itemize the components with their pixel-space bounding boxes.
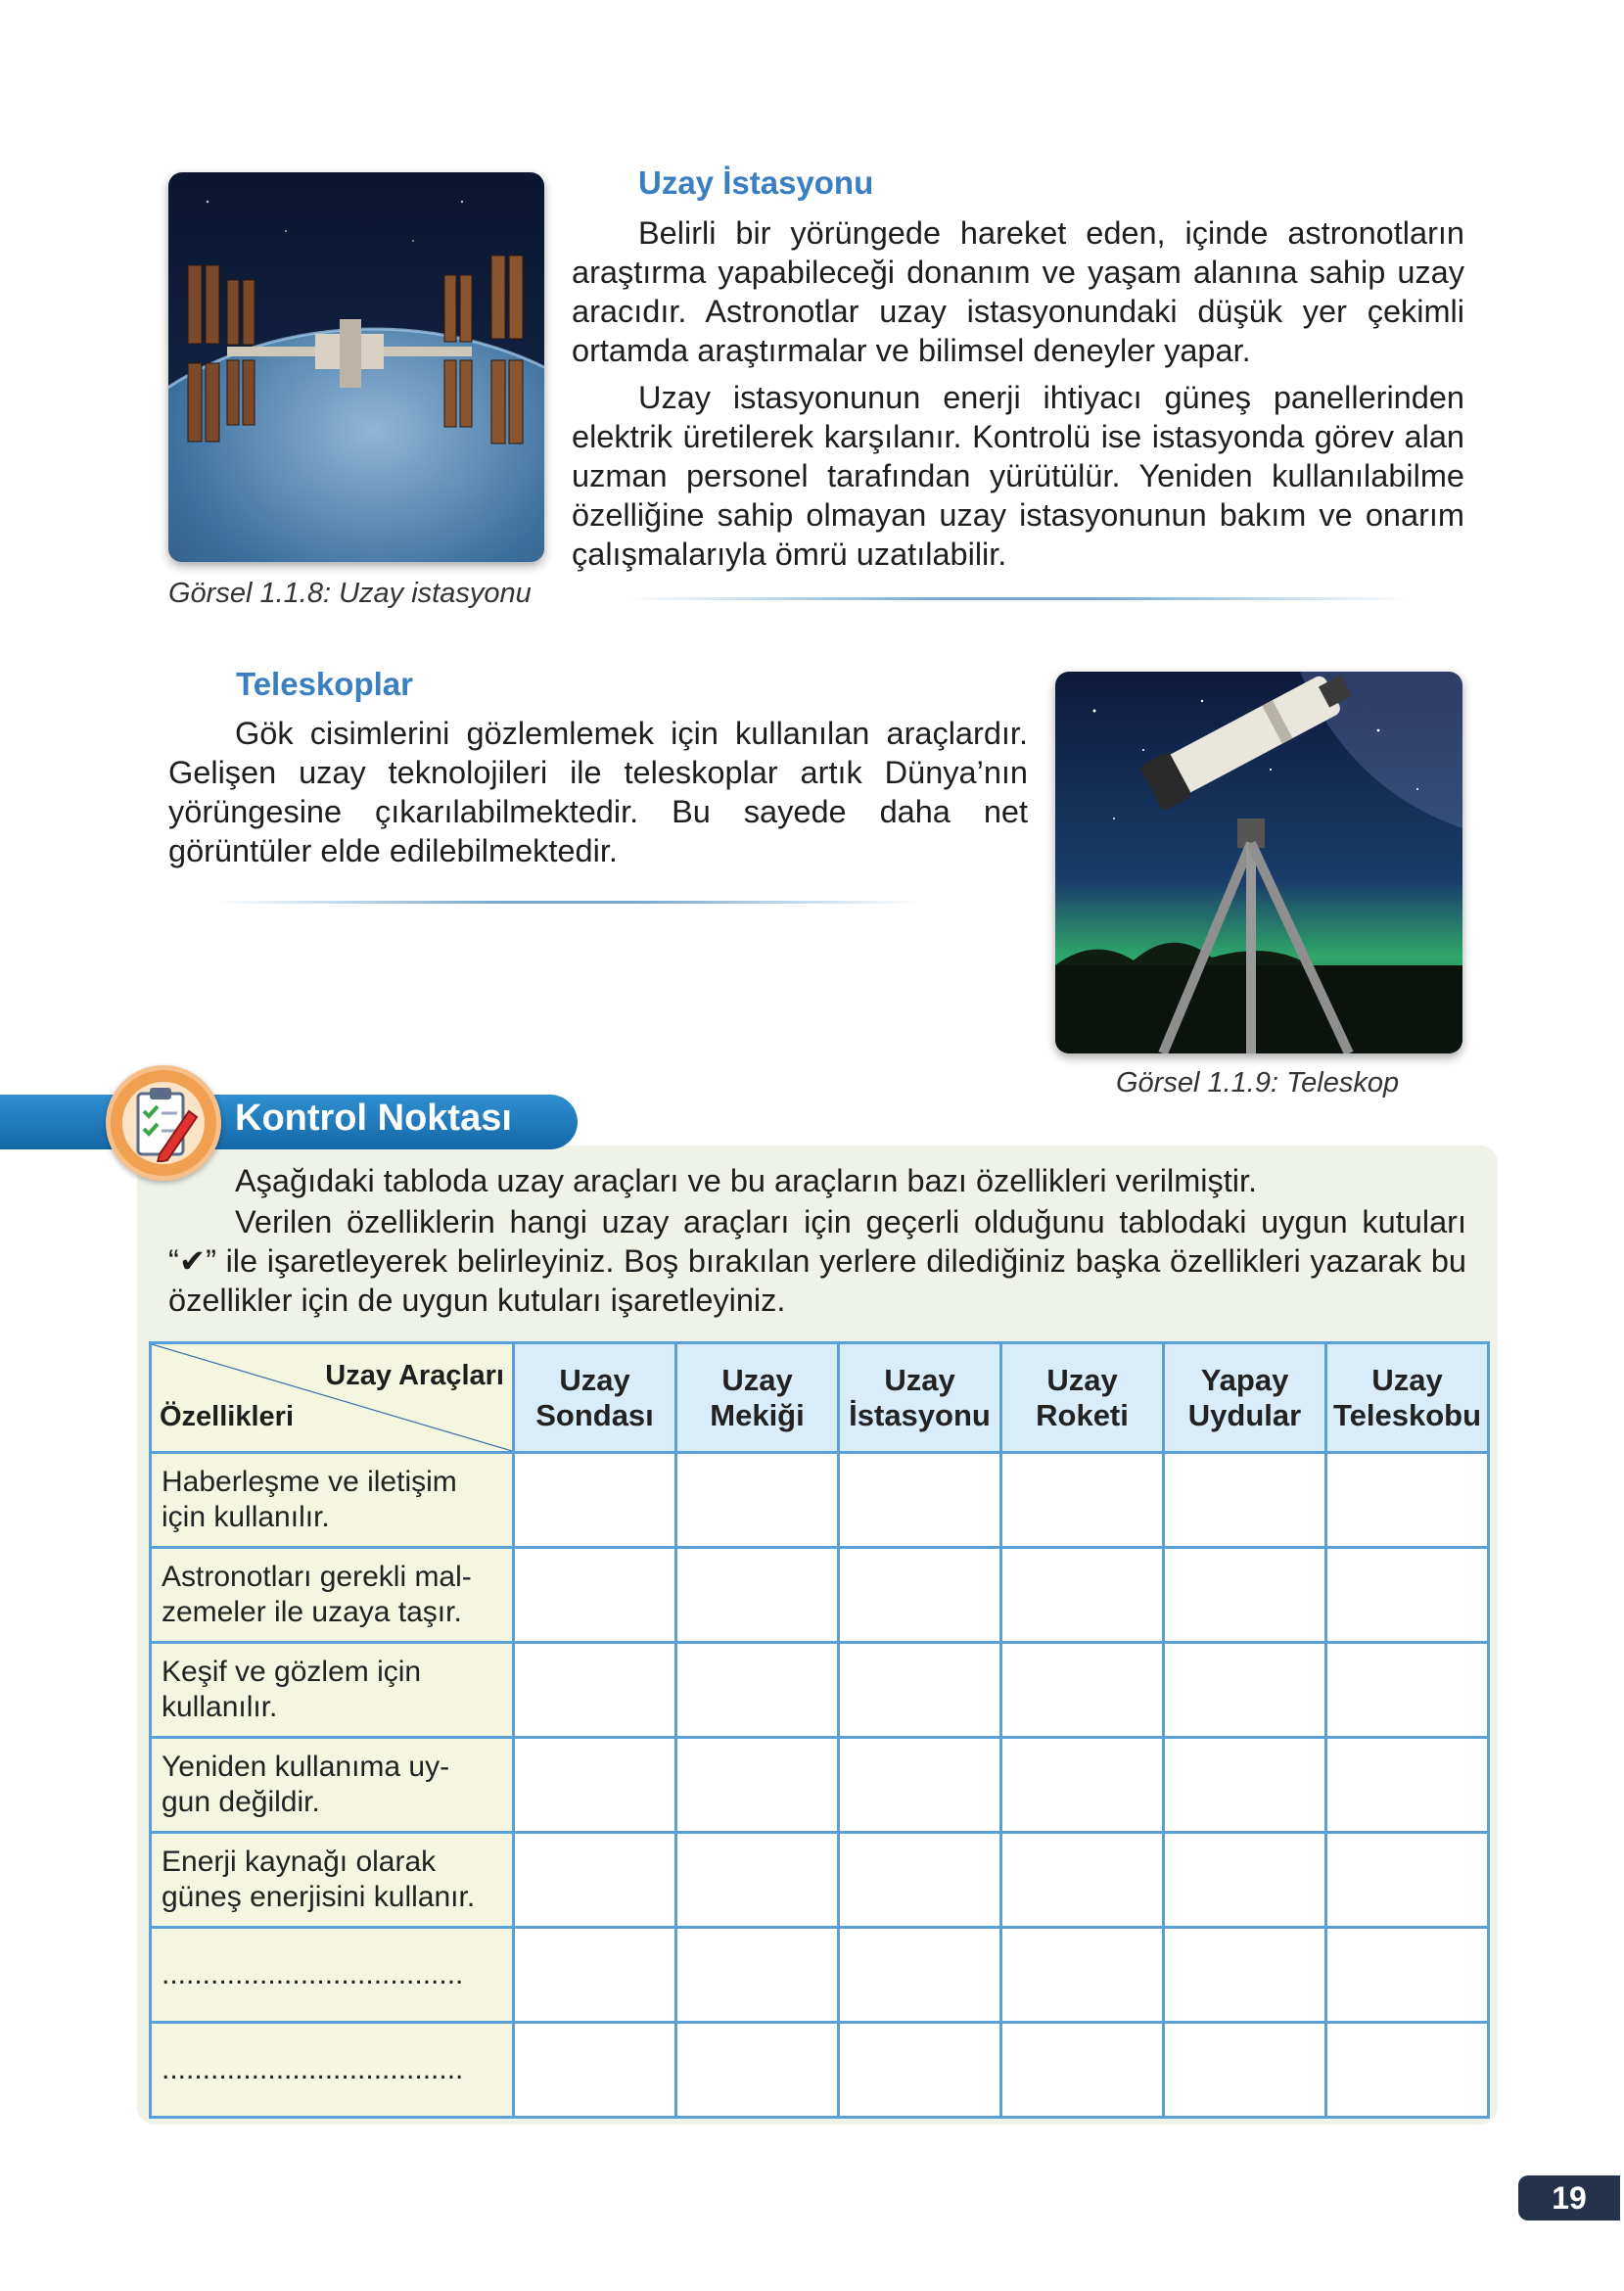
check-cell[interactable] [1001,1643,1164,1738]
check-cell[interactable] [1164,1833,1326,1928]
row-label[interactable] [151,2023,514,2118]
table-row [151,1738,1489,1833]
check-cell[interactable] [1164,1738,1326,1833]
check-cell[interactable] [1326,1833,1489,1928]
station-heading: Uzay İstasyonu [638,164,874,201]
table-row [151,2023,1489,2118]
column-header [1001,1343,1164,1453]
check-cell[interactable] [676,1643,839,1738]
telescope-caption: Görsel 1.1.9: Teleskop [1116,1067,1400,1099]
check-cell[interactable] [1001,1548,1164,1643]
row-label [151,1738,514,1833]
station-caption: Görsel 1.1.8: Uzay istasyonu [168,578,532,609]
row-label-line: Keşif ve gözlem için [162,1656,422,1688]
kontrol-intro-1: Aşağıdaki tabloda uzay araçları ve bu araçların bazı özellikleri verilmiştir. [235,1163,1258,1198]
telescope-text [168,714,1028,870]
row-label [151,1833,514,1928]
row-label-line: Haberleşme ve iletişim [162,1466,457,1498]
check-cell[interactable] [839,1738,1001,1833]
check-cell[interactable] [1326,2023,1489,2118]
column-header [514,1343,676,1453]
check-cell[interactable] [514,1643,676,1738]
column-header-line: Uzay [721,1362,793,1397]
column-header-line: Uzay [1371,1362,1443,1397]
check-cell[interactable] [676,1833,839,1928]
column-header-line: Mekiği [710,1397,805,1432]
check-cell[interactable] [1164,2023,1326,2118]
row-label-line: ..................................... [162,2053,464,2085]
telescope-paragraph: Gök cisimlerini gözlemlemek için kullanılan araçlardır. Gelişen uzay teknolojileri ile teleskoplar artık Dünya’nın yörüngesine çıkarılabilmektedir. Bu sayede daha net görüntüler elde edilebilmektedir. [168,716,1028,868]
check-cell[interactable] [1164,1548,1326,1643]
kontrol-title: Kontrol Noktası [235,1098,512,1139]
check-cell[interactable] [1001,2023,1164,2118]
telescope-heading: Teleskoplar [236,666,413,702]
check-cell[interactable] [839,1643,1001,1738]
check-cell[interactable] [514,2023,676,2118]
column-header [1326,1343,1489,1453]
checklist-icon [130,1084,199,1162]
check-cell[interactable] [514,1453,676,1548]
telescope-photo [1055,672,1462,1053]
column-header-line: Uzay [559,1362,630,1397]
check-cell[interactable] [1001,1928,1164,2023]
row-label [151,1548,514,1643]
column-header-line: Roketi [1036,1397,1129,1432]
check-cell[interactable] [1326,1453,1489,1548]
column-header-line: Teleskobu [1332,1397,1482,1432]
telescope-illustration [1055,672,1462,1053]
space-station-illustration [168,172,544,562]
check-cell[interactable] [839,1928,1001,2023]
station-text [572,213,1464,574]
check-cell[interactable] [1001,1738,1164,1833]
column-header-line: İstasyonu [849,1397,991,1432]
check-cell[interactable] [1164,1928,1326,2023]
check-cell[interactable] [1326,1548,1489,1643]
table-row [151,1548,1489,1643]
station-separator [626,597,1410,600]
column-header [839,1343,1001,1453]
check-cell[interactable] [676,1738,839,1833]
corner-bottom-label: Özellikleri [160,1401,295,1432]
check-cell[interactable] [1326,1928,1489,2023]
column-header-line: Uzay [884,1362,955,1397]
check-cell[interactable] [676,1453,839,1548]
row-label-line: güneş enerjisini kullanır. [162,1881,476,1913]
check-cell[interactable] [514,1833,676,1928]
page-number: 19 [1518,2175,1620,2221]
column-header [676,1343,839,1453]
table-row [151,1928,1489,2023]
column-header-line: Uzay [1046,1362,1118,1397]
row-label [151,1453,514,1548]
row-label-line: için kullanılır. [162,1501,330,1533]
space-station-photo [168,172,544,562]
row-label-line: gun değildir. [162,1786,320,1818]
check-cell[interactable] [676,2023,839,2118]
kontrol-instructions [168,1161,1466,1320]
station-paragraph-2: Uzay istasyonunun enerji ihtiyacı güneş panellerinden elektrik üretilerek karşılanır. Kontrolü ise istasyonda görev alan uzman personel tarafından yürütülür. Yeniden kullanılabilme özelliğine sahip olmayan uzay istasyonunun bakım ve onarım çalışmalarıyla ömrü uzatılabilir. [572,380,1464,572]
station-paragraph-1: Belirli bir yörüngede hareket eden, içinde astronotların araştırma yapabileceği donanım ve yaşam alanına sahip uzay aracıdır. Astronotlar uzay istasyonundaki düşük yer çekimli ortamda araştırmalar ve bilimsel deneyler yapar. [572,215,1464,368]
check-cell[interactable] [676,1928,839,2023]
check-cell[interactable] [839,2023,1001,2118]
row-label-line: zemeler ile uzaya taşır. [162,1596,462,1628]
check-cell[interactable] [1164,1453,1326,1548]
row-label-line: kullanılır. [162,1691,278,1723]
check-cell[interactable] [1164,1643,1326,1738]
check-cell[interactable] [514,1548,676,1643]
features-table [149,1341,1490,2119]
row-label-line: Enerji kaynağı olarak [162,1846,437,1878]
kontrol-intro-2a: Verilen özelliklerin hangi uzay araçları için geçerli olduğunu tablodaki uygun kutuları “ [168,1204,1466,1279]
check-cell[interactable] [1001,1453,1164,1548]
column-header-line: Sondası [535,1397,654,1432]
row-label-line: Yeniden kullanıma uy- [162,1751,450,1783]
row-label [151,1643,514,1738]
check-cell[interactable] [514,1738,676,1833]
check-mark-icon: ✔ [178,1243,207,1279]
table-row [151,1453,1489,1548]
check-cell[interactable] [1326,1738,1489,1833]
column-header-line: Yapay [1200,1362,1289,1397]
check-cell[interactable] [1001,1833,1164,1928]
telescope-separator [215,901,920,904]
kontrol-intro-2b: ” ile işaretleyerek belirleyiniz. Boş bırakılan yerlere dilediğiniz başka özellikleri yazarak bu özellikler için de uygun kutuları işaretleyiniz. [168,1243,1466,1318]
check-cell[interactable] [839,1548,1001,1643]
column-header-line: Uydular [1187,1397,1302,1432]
check-cell[interactable] [1326,1643,1489,1738]
check-cell[interactable] [514,1928,676,2023]
row-label-line: Astronotları gerekli mal- [162,1561,472,1593]
corner-top-label: Uzay Araçları [325,1360,504,1391]
check-cell[interactable] [676,1548,839,1643]
column-header [1164,1343,1326,1453]
table-row [151,1833,1489,1928]
check-cell[interactable] [839,1453,1001,1548]
table-row [151,1643,1489,1738]
table-corner-header [151,1343,514,1453]
row-label[interactable] [151,1928,514,2023]
row-label-line: ..................................... [162,1958,464,1990]
kontrol-intro-2 [168,1202,1466,1320]
check-cell[interactable] [839,1833,1001,1928]
